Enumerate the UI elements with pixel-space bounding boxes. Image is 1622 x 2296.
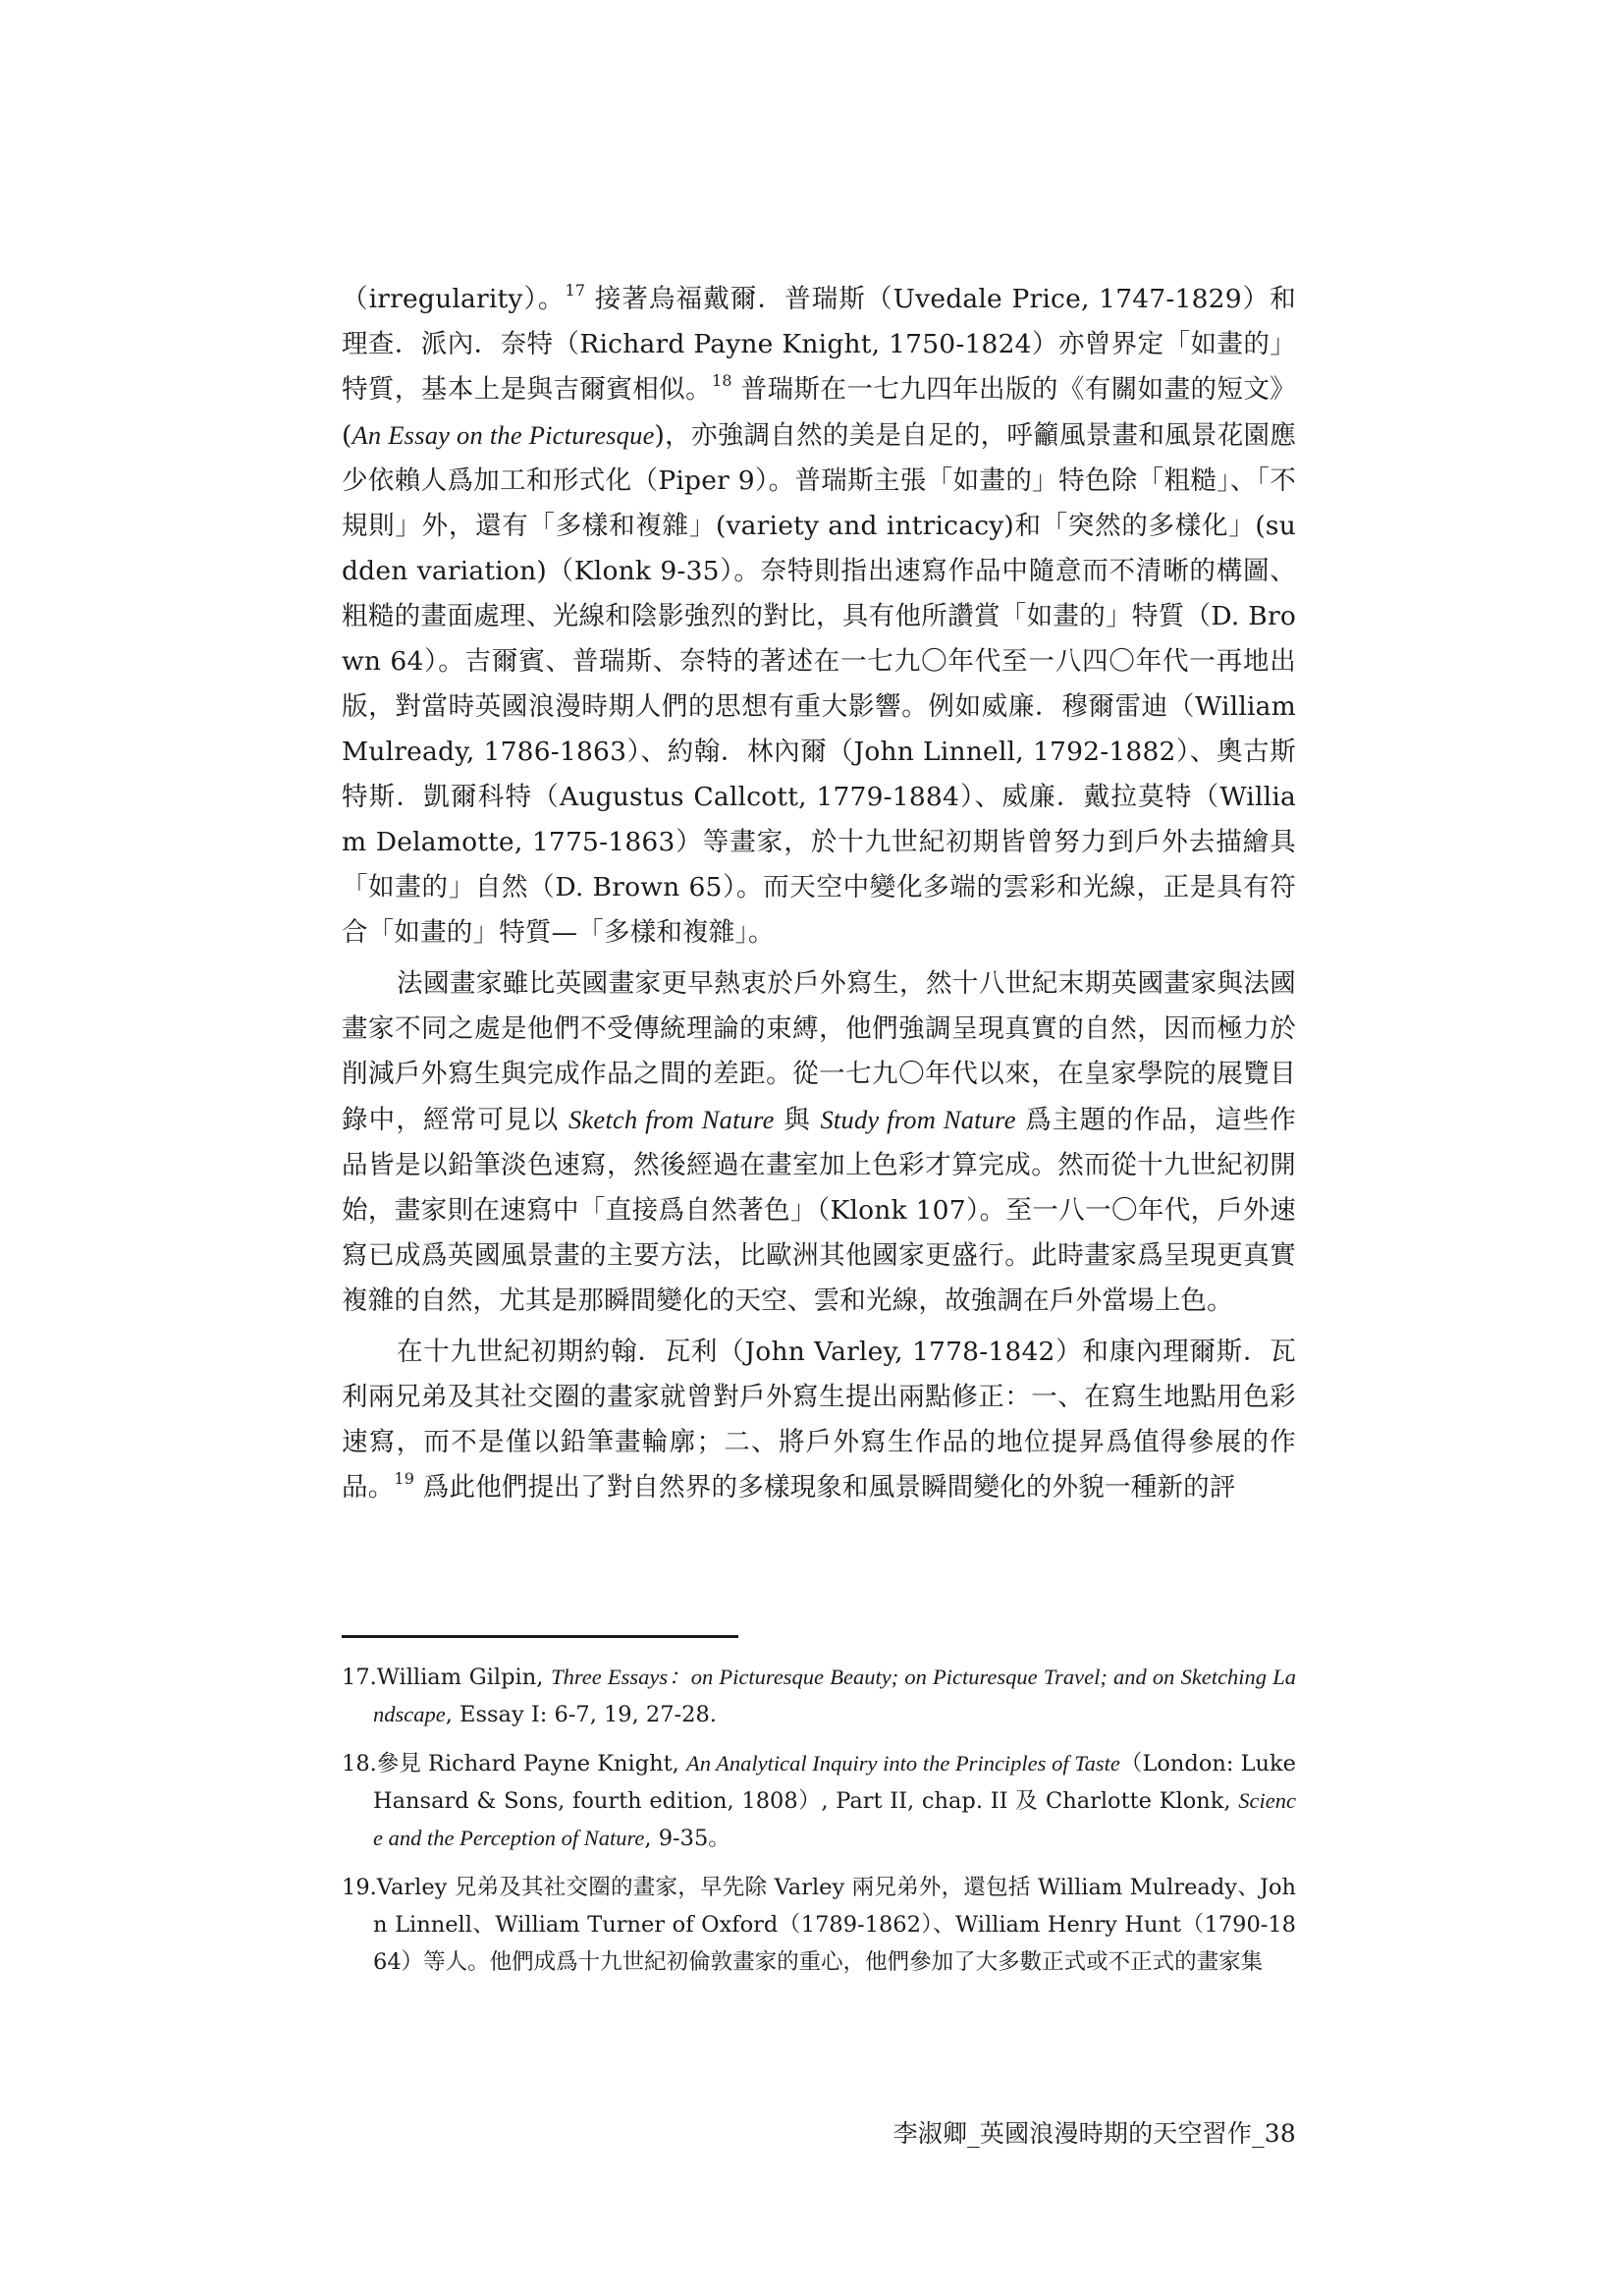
text-run: 17.William Gilpin,	[342, 1665, 552, 1690]
book-title: Science and the Perception of Nature	[373, 1788, 1296, 1850]
work-title: Study from Nature	[820, 1105, 1016, 1134]
work-title: Sketch from Nature	[568, 1105, 775, 1134]
footnote-separator	[342, 1635, 738, 1638]
text-run: （London: Luke Hansard & Sons, fourth edition, 1808）, Part II, chap. II 及 Charlotte Klonk,	[373, 1751, 1296, 1814]
book-title: Three Essays：on Picturesque Beauty; on Picturesque Travel; and on Sketching Landscape	[373, 1665, 1296, 1726]
text-run: 爲主題的作品，這些作品皆是以鉛筆淡色速寫，然後經過在畫室加上色彩才算完成。然而從十九世紀初開始，畫家則在速寫中「直接爲自然著色」（Klonk 107）。至一八一〇年代，戶外速寫已成爲英國風景畫的主要方法，比歐洲其他國家更盛行。此時畫家爲呈現更真實複雜的自然，尤其是那瞬間變化的天空、雲和光線，故強調在戶外當場上色。	[342, 1105, 1297, 1316]
text-run: 與	[774, 1105, 821, 1135]
book-title: An Analytical Inquiry into the Principles of Taste	[685, 1751, 1120, 1776]
text-run: （irregularity）。	[342, 284, 566, 314]
text-run: 19.Varley 兄弟及其社交圈的畫家，早先除 Varley 兩兄弟外，還包括 William Mulready、John Linnell、William Turner of Oxford（1789-1862）、William Henry Hunt（1790-1864）等人。他們成爲十九世紀初倫敦畫家的重心，他們參加了大多數正式或不正式的畫家集	[342, 1875, 1296, 1975]
paragraph-1	[342, 277, 1296, 956]
footnotes	[342, 1659, 1296, 1993]
text-run: , 9-35。	[644, 1826, 730, 1851]
body-text	[342, 277, 1296, 1510]
paragraph-2	[342, 961, 1296, 1324]
footnote-ref-17[interactable]: 17	[565, 281, 586, 301]
text-run: , Essay I: 6-7, 19, 27-28.	[445, 1702, 717, 1727]
book-title: An Essay on the Picturesque	[351, 420, 655, 450]
paragraph-3	[342, 1330, 1296, 1510]
running-footer: 李淑卿_英國浪漫時期的天空習作_38	[892, 2119, 1296, 2148]
footnote-19	[342, 1869, 1296, 1981]
text-run: 接著烏福戴爾．普瑞斯（Uvedale Price, 1747-1829）和理查．派內．奈特（Richard Payne Knight, 1750-1824）亦曾界定「如畫的」特質，基本上是與吉爾賓相似。	[342, 284, 1297, 405]
text-run: 法國畫家雖比英國畫家更早熱衷於戶外寫生，然十八世紀末期英國畫家與法國畫家不同之處是他們不受傳統理論的束縛，他們強調呈現真實的自然，因而極力於削減戶外寫生與完成作品之間的差距。從一七九〇年代以來，在皇家學院的展覽目錄中，經常可見以	[342, 968, 1296, 1135]
text-run: 在十九世紀初期約翰．瓦利（John Varley, 1778-1842）和康內理爾斯．瓦利兩兄弟及其社交圈的畫家就曾對戶外寫生提出兩點修正：一、在寫生地點用色彩速寫，而不是僅以鉛筆畫輪廓；二、將戶外寫生作品的地位提昇爲值得參展的作品。	[342, 1337, 1296, 1503]
text-run: 普瑞斯在一七九四年出版的《有關如畫的短文》(	[342, 374, 1296, 451]
footnote-17	[342, 1659, 1296, 1733]
text-run: 爲此他們提出了對自然界的多樣現象和風景瞬間變化的外貌一種新的評	[414, 1472, 1236, 1503]
footnote-18	[342, 1745, 1296, 1857]
footnote-ref-19[interactable]: 19	[394, 1469, 415, 1489]
text-run: 18.參見 Richard Payne Knight,	[342, 1751, 686, 1777]
footnote-ref-18[interactable]: 18	[712, 371, 732, 391]
text-run: )，亦強調自然的美是自足的，呼籲風景畫和風景花園應少依賴人爲加工和形式化（Piper 9）。普瑞斯主張「如畫的」特色除「粗糙」、「不規則」外，還有「多樣和複雜」(variety and intricacy)和「突然的多樣化」(sudden variation)（Klonk 9-35）。奈特則指出速寫作品中隨意而不清晰的構圖、粗糙的畫面處理、光線和陰影強烈的對比，具有他所讚賞「如畫的」特質（D. Brown 64）。吉爾賓、普瑞斯、奈特的著述在一七九〇年代至一八四〇年代一再地出版，對當時英國浪漫時期人們的思想有重大影響。例如威廉．穆爾雷迪（William Mulready, 1786-1863）、約翰．林內爾（John Linnell, 1792-1882）、奧古斯特斯．凱爾科特（Augustus Callcott, 1779-1884）、威廉．戴拉莫特（William Delamotte, 1775-1863）等畫家，於十九世紀初期皆曾努力到戶外去描繪具「如畫的」自然（D. Brown 65）。而天空中變化多端的雲彩和光線，正是具有符合「如畫的」特質—「多樣和複雜」。	[342, 420, 1296, 948]
